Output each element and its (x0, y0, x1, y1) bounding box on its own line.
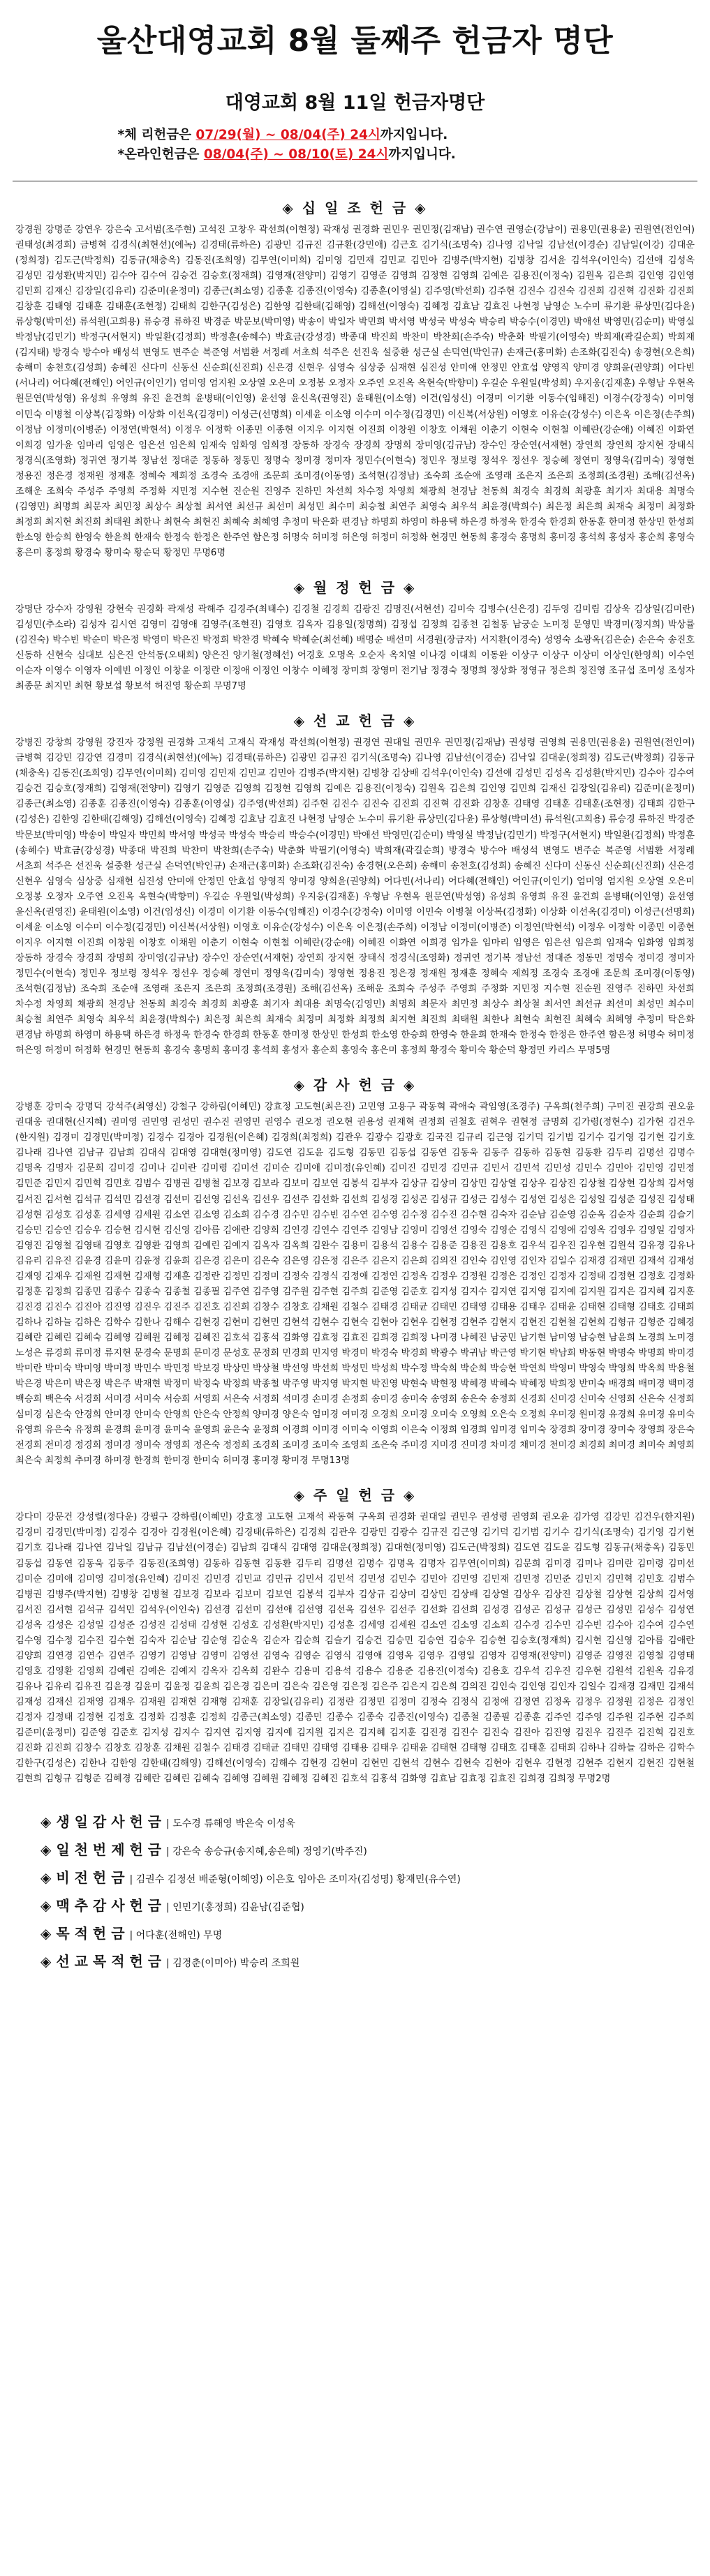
notice-line-2-suffix: 까지입니다. (388, 147, 456, 163)
notice-line-2-prefix: *온라인헌금은 (117, 147, 204, 163)
section-title-mission: ◈ 선 교 헌 금 ◈ (293, 712, 417, 730)
misc-row-birthday (40, 1808, 697, 1836)
section-mission (13, 710, 697, 1058)
section-sunday (13, 1484, 697, 1787)
section-title-thanks: ◈ 감 사 헌 금 ◈ (293, 1077, 417, 1094)
misc-names-thousand: | 강은숙 송승규(송지혜,송은혜) 정영기(박주진) (166, 1846, 367, 1858)
page-title: 울산대영교회 8월 둘째주 헌금자 명단 (96, 23, 614, 59)
section-names-sunday: 강다미 강문건 강성렬(정다운) 강필구 강하림(이혜민) 강효정 고도현 고재석 곽동혁 구옥희 권경화 권대일 권민우 권성령 권영희 권오윤 김가영 김강민 김건우(한지원) 김경미 김경민(박미정) 김경수 김경아 김경원(이은혜) 김경태(류하은) 김경희 김관우 김광민 김광수 김규진 김근영 김기덕 김기범 김기수 김기식(조명숙) 김기영 김기현 김기호 김나래 김나연 김낙일 김남규 김남선(이경순) 김남희 김대식 김대영 김대운(정희정) 김대현(정미영) 김도근(박정희) 김도연 김도윤 김도형 김동규(채충옥) 김동민 김동섭 김동연 김동욱 김동주 김동진(조희영) 김동하 김동현 김동환 김두리 김명선 김명수 김명옥 김명자 김무연(이미희) 김문희 김미경 김미나 김미란 김미령 김미선 김미순 김미애 김미영 김미정(유인혜) 김미진 김민경 김민교 김민규 김민서 김민석 김민성 김민수 김민아 김민영 김민재 김민정 김민준 김민지 김민혁 김민호 김범수 김병권 김병주(박지현) 김병창 김병철 김보경 김보라 김보미 김보연 김봉석 김부자 김상규 김상미 김상민 김상배 김상열 김상우 김상진 김상철 김상현 김상희 김서영 김서진 김서현 김석규 김석민 김석우(이인숙) 김선경 김선미 김선애 김선영 김선옥 김선우 김선주 김선화 김선희 김성경 김성곤 김성규 김성근 김성민 김성수 김성연 김성옥 김성은 김성일 김성준 김성진 김성태 김성현 김성호 김성환(박지민) 김성훈 김세영 김세원 김소연 김소영 김소희 김수경 김수민 김수빈 김수아 김수여 김수연 김수영 김수정 김수진 김수현 김숙자 김순남 김순영 김순옥 김순자 김순희 김슬기 김승건 김승민 김승연 김승우 김승현 김승호(정재희) 김시현 김신영 김아름 김애란 김양희 김연경 김연수 김연주 김영기 김영남 김영미 김영선 김영숙 김영순 김영식 김영애 김영옥 김영우 김영일 김영자 김영재(전양미) 김영준 김영진 김영철 김영태 김영호 김영환 김영희 김예린 김예은 김예지 김옥자 김옥희 김완수 김용미 김용석 김용수 김용준 김용진(이정숙) 김용호 김우석 김우진 김우현 김원석 김원옥 김유경 김유나 김유리 김유진 김윤경 김윤미 김윤정 김윤희 김은경 김은미 김은숙 김은영 김은정 김은주 김은지 김은희 김의진 김인숙 김인영 김인자 김일수 김재경 김재민 김재석 김재성 김재신 김재영 김재우 김재원 김재현 김재형 김재훈 김장일(김유리) 김정란 김정민 김정미 김정숙 김정식 김정애 김정연 김정옥 김정우 김정원 김정은 김정인 김정자 김정태 김정현 김정호 김정화 김정훈 김정희 김종근(최소영) 김종민 김종수 김종숙 김종진(이영숙) 김종철 김종필 김종훈 김주연 김주영 김주원 김주현 김주희 김준미(윤정미) 김준영 김준호 김지성 김지수 김지연 김지영 김지예 김지원 김지은 김지혜 김지훈 김진경 김진수 김진숙 김진아 김진영 김진우 김진주 김진혁 김진호 김진화 김진희 김창수 김창호 김창훈 김채원 김철수 김태경 김태균 김태민 김태영 김태용 김태우 김태윤 김태현 김태형 김태호 김태훈 김태희 김하나 김하늘 김하은 김학수 김한구(김성은) 김한나 김한영 김한태(김해영) 김해선(이영숙) 김해수 김현경 김현미 김현민 김현석 김현수 김현숙 김현아 김현우 김현정 김현주 김현지 김현진 김현철 김현희 김형규 김형준 김혜경 김혜란 김혜린 김혜숙 김혜영 김혜원 김혜정 김혜진 김호석 김홍석 김화영 김효남 김효정 김효진 김희경 김희정 무명2명 (15, 1512, 695, 1785)
section-names-thanks: 강병훈 강미숙 강명덕 강석주(최영신) 강철구 강하림(이혜민) 강효정 고도현(최은진) 고민영 고용구 곽동혁 곽애숙 곽임영(조경주) 구옥희(천주희) 구미진 권강희 권오윤 권대웅 권대현(신지혜) 권미영 권민영 권성민 권수진 권영민 권영수 권오정 권오현 권용성 권재혁 권정희 권철호 권혁우 권현정 금명희 김가령(정현수) 김가현 김건우(한지원) 김경미 김경민(박미정) 김경수 김경아 김경원(이은혜) 김경희(최정희) 김관우 김광수 김광호 김국진 김규리 김근영 김기덕 김기범 김기수 김기영 김기현 김기호 김나래 김나연 김남규 김남희 김대식 김대영 김대현(정미영) 김도연 김도윤 김도형 김동민 김동섭 김동연 김동욱 김동주 김동하 김동현 김동환 김두리 김명선 김명수 김명옥 김명자 김문희 김미경 김미나 김미란 김미령 김미선 김미순 김미애 김미정(유인혜) 김미진 김민경 김민규 김민서 김민석 김민성 김민수 김민아 김민영 김민정 김민준 김민지 김민혁 김민호 김범수 김병권 김병철 김보경 김보라 김보미 김보연 김봉석 김부자 김상규 김상미 김상민 김상열 김상우 김상진 김상철 김상현 김상희 김서영 김서진 김서현 김석규 김석민 김선경 김선미 김선영 김선옥 김선우 김선주 김선화 김선희 김성경 김성곤 김성규 김성근 김성수 김성연 김성은 김성일 김성준 김성진 김성태 김성현 김성호 김성훈 김세영 김세원 김소연 김소영 김소희 김수경 김수민 김수빈 김수연 김수영 김수정 김수진 김수현 김숙자 김순남 김순영 김순옥 김순자 김순희 김슬기 김승민 김승연 김승우 김승현 김시현 김신영 김아름 김애란 김양희 김연경 김연수 김연주 김영남 김영미 김영선 김영숙 김영순 김영식 김영애 김영옥 김영우 김영일 김영자 김영진 김영철 김영태 김영호 김영환 김영희 김예린 김예지 김옥자 김옥희 김완수 김용미 김용석 김용수 김용준 김용진 김용호 김우석 김우진 김우현 김원석 김유경 김유나 김유리 김유진 김윤경 김윤미 김윤정 김윤희 김은경 김은미 김은숙 김은영 김은정 김은주 김은지 김은희 김의진 김인숙 김인영 김인자 김일수 김재경 김재민 김재석 김재성 김재영 김재우 김재원 김재현 김재형 김재훈 김정란 김정민 김정미 김정숙 김정식 김정애 김정연 김정옥 김정우 김정원 김정은 김정인 김정자 김정태 김정현 김정호 김정화 김정훈 김정희 김종민 김종수 김종숙 김종철 김종필 김주연 김주영 김주원 김주현 김주희 김준영 김준호 김지성 김지수 김지연 김지영 김지예 김지원 김지은 김지혜 김지훈 김진경 김진수 김진아 김진영 김진우 김진주 김진호 김진희 김창수 김창호 김채원 김철수 김태경 김태균 김태민 김태영 김태용 김태우 김태윤 김태현 김태형 김태호 김태희 김하나 김하늘 김하은 김학수 김한나 김해수 김현경 김현미 김현민 김현석 김현수 김현숙 김현아 김현우 김현정 김현주 김현지 김현진 김현철 김현희 김형규 김형준 김혜경 김혜란 김혜린 김혜숙 김혜영 김혜원 김혜정 김혜진 김호석 김홍석 김화영 김효정 김효진 김희경 김희정 나미경 나혜진 남궁민 남기현 남미영 남승현 남윤희 노경희 노미경 노성은 류경희 류미정 류지현 문경숙 문명희 문미경 문성호 문정희 민경희 민지영 박경미 박경숙 박경희 박광수 박귀남 박근영 박기현 박남희 박동현 박명숙 박명희 박미경 박미란 박미숙 박미영 박미정 박민수 박민정 박보경 박상민 박상철 박선영 박선희 박성민 박성희 박수정 박숙희 박순희 박승현 박연희 박영미 박영숙 박영희 박옥희 박용철 박은경 박은미 박은정 박은주 박재현 박정미 박정숙 박정희 박종철 박주영 박지영 박지현 박진영 박현숙 박현정 박혜경 박혜숙 박혜정 박희정 반미숙 배경희 배미경 백미경 백승희 백은숙 서경희 서미경 서미숙 서승희 서영희 서은숙 서정희 석미경 손미경 손정희 송미경 송미숙 송영희 송은숙 송정희 신경희 신미경 신미숙 신영희 신은숙 신정희 심미경 심은숙 안경희 안미경 안미숙 안영희 안은숙 안정희 양미경 양은숙 엄미경 여미경 오경희 오미경 오미숙 오영희 오은숙 오정희 우미경 원미경 유경희 유미경 유미숙 유영희 유은숙 유정희 윤경희 윤미경 윤미숙 윤영희 윤은숙 윤정희 이경희 이미경 이미숙 이영희 이은숙 이정희 임경희 임미경 임미숙 장경희 장미경 장미숙 장영희 장은숙 전경희 전미경 정경희 정미경 정미숙 정영희 정은숙 정정희 조경희 조미경 조미숙 조영희 조은숙 주미경 지미경 진미경 차미경 채미경 천미경 최경희 최미경 최미숙 최영희 최은숙 최정희 추미경 하미경 한경희 한미경 한미숙 허미경 홍미경 황미경 무명13명 (15, 1102, 695, 1467)
misc-names-birthday: | 도수경 류해영 박은숙 이성욱 (166, 1818, 295, 1830)
misc-label-purpose: ◈ 목 적 헌 금 (40, 1925, 125, 1942)
section-title-sunday: ◈ 주 일 헌 금 ◈ (293, 1487, 417, 1504)
notice-line-2 (118, 145, 593, 165)
notice-line-1-prefix: *체 리헌금은 (117, 127, 196, 142)
misc-names-harvest: | 인민기(홍정희) 김윤남(김준협) (166, 1902, 304, 1914)
section-monthly (13, 576, 697, 694)
section-names-monthly: 강명단 강수자 강영원 강현숙 권경화 곽재성 곽해주 김경주(최태수) 김경철 김경희 김광진 김명진(서현선) 김미숙 김병수(신은경) 김두영 김미림 김상욱 김상일(김미란) 김성민(추소라) 김성자 김시연 김영미 김영애 김영주(조현진) 김영호 김옥자 김용일(정명희) 김정섭 김정희 김종천 김철동 남궁순 노미정 문영민 박경미(정지희) 박상률(김진숙) 박수빈 박순미 박은정 박영미 박은진 박정희 박찬경 박혜숙 박혜순(최선혜) 배명순 배선미 서경원(장금자) 서지환(이경숙) 성영숙 소광옥(김은순) 손은숙 송진호 신동하 신현숙 심대보 심은진 안석동(오태희) 양은진 양기철(정혜선) 어경호 오명옥 오순자 옥치열 이나경 이대희 이동완 이상구 이상구 이상미 이상인(한영희) 이수연 이순자 이영수 이영자 이예빈 이정인 이창윤 이정란 이정애 이정인 이창수 이혜정 장미희 장영미 전기남 정경숙 정명희 정상화 정영규 정은희 정진영 조규섭 조미성 조성자 최종문 최지민 최현 황보섭 황보석 허진영 황순희 무명7명 (15, 604, 695, 692)
section-names-tithe: 강경원 강명준 강연우 강은숙 고서범(조주현) 고석진 고창우 곽선희(이현정) 곽재성 권경화 권민우 권민정(김재남) 권수연 권영순(강남이) 권용민(권용윤) 권원연(전인여) 권태성(최경희) 금병혁 김경식(최현선)(에녹) 김경태(류하은) 김광민 김규진 김규환(강민애) 김근호 김기식(조명숙) 김나영 김낙일 김남선(이경순) 김남일(이강) 김대운(정희정) 김도근(박정희) 김동규(채충옥) 김동진(조희영) 김무연(이미희) 김미영 김민재 김민교 김민아 김병주(박지현) 김병창 김서윤 김석우(이인숙) 김선애 김성옥 김성민 김성환(박지민) 김수아 김수여 김승건 김승호(정재희) 김영재(전양미) 김영기 김영준 김영희 김정현 김영희 김예은 김용진(이정숙) 김원옥 김은희 김인영 김인영 김민희 김재신 김장일(김유리) 김준미(윤정미) 김종근(최소영) 김종훈 김종진(이영숙) 김종훈(이영실) 김주영(박선희) 김주현 김진수 김진숙 김진희 김진혁 김진화 김진희 김창훈 김태영 김태훈 김태훈(조현정) 김태희 김한구(김성은) 김한영 김한태(김해영) 김해선(이영숙) 김혜정 김효남 김효진 나현정 남영순 노수미 류기환 류상민(김다윤) 류상형(박미선) 류석원(고희용) 류승경 류하진 박경준 박문보(박미영) 박송이 박일자 박민희 박서영 박성국 박성숙 박승리 박승수(이경민) 박애선 박영민(김순미) 박영실 박정남(김민기) 박정구(서현지) 박일환(김정희) 박정훈(송혜수) 박효금(강성경) 박종대 박진희 박찬미 박찬희(손주숙) 박춘화 박필기(이영숙) 박희재(곽길순희) 박희재(김지태) 방경숙 방수아 배성석 변영도 변주순 복준영 서범환 서정례 서초희 석주은 선진욱 설중환 성근실 손덕연(박인규) 손재근(홍미화) 손조화(김진숙) 송경현(오은희) 송해미 송천호(김성희) 송혜진 신다미 신동신 신순희(신진희) 신은경 신현우 심영숙 심상중 심재현 심진성 안미애 안정민 안효섭 양영직 양미경 양희윤(권양희) 어다빈(서나리) 어다혜(전해인) 어인규(이인기) 엄미영 엄지원 오상열 오은미 오정봉 오정자 오주연 오진옥 옥현숙(박향미) 우길순 우원일(박성희) 우지웅(김재훈) 우형남 우현옥 원문연(박성영) 유성희 유영희 유진 윤건희 윤병태(이인영) 윤선영 윤신옥(권영진) 윤태원(이소영) 이건(임성신) 이경미 이기환 이동수(임해진) 이경수(강정숙) 이미영 이민숙 이병철 이상복(김정화) 이상화 이선옥(김경미) 이성근(선명희) 이세윤 이소영 이수미 이수정(김경민) 이신복(서상원) 이영호 이유순(강성수) 이은옥 이은정(손주희) 이정남 이정미(이병준) 이정연(박현석) 이정우 이정학 이종민 이종현 이지우 이지현 이진희 이창원 이창호 이채원 이춘기 이현숙 이현철 이혜란(강순애) 이혜진 이화연 이희경 임가윤 임마리 임영은 임은선 임은희 임재숙 임화영 임희정 장동하 장경숙 장경희 장명희 장미영(김규남) 장수인 장순연(서재현) 장연희 장연희 장지현 장태식 정경식(조영화) 정귀연 정기복 정남선 정대준 정동하 정동민 정명숙 정미경 정미자 정민수(이현숙) 정민우 정보령 정석우 정선우 정승혜 정연미 정영욱(김미숙) 정영현 정용진 정은경 정재원 정재훈 정혜숙 제희정 조경숙 조경애 조문희 조미경(이동영) 조석현(김정남) 조숙희 조순애 조영래 조은지 조은희 조정희(조경원) 조해(김선옥) 조해운 조희숙 주성주 주영희 주정화 지민정 지수현 진순원 진영주 진하민 차선희 차수정 차영희 채광희 천경남 천동희 최경숙 최경희 최광훈 최기자 최대용 최명숙(김영민) 최명희 최문자 최민정 최상수 최상철 최서연 최선규 최선미 최성민 최수미 최승철 최연주 최영숙 최우석 최윤경(박희수) 최은정 최은희 최재숙 최정미 최정화 최정희 최지현 최진희 최태원 최한나 최현숙 최현진 최혜숙 최혜영 추정미 탁은화 편경남 하명희 하영미 하용택 하은경 하정욱 한경숙 한경희 한동훈 한미정 한상민 한성희 한소영 한승희 한영숙 한윤희 한재숙 한정숙 한정은 한주연 함은정 허명숙 허미정 허은영 허정미 허정화 현경민 현동희 홍경숙 홍명희 홍미경 홍석희 홍성자 홍순희 홍영숙 홍은미 홍정희 황경숙 황미숙 황순덕 황정민 무명6명 (15, 224, 695, 558)
misc-row-vision (40, 1864, 697, 1892)
misc-names-vision: | 김권수 김정선 배준형(이혜영) 이은호 임아은 조미자(김성명) 황재민(유수연) (129, 1874, 461, 1886)
section-title-monthly: ◈ 월 정 헌 금 ◈ (293, 578, 417, 596)
misc-row-purpose (40, 1919, 697, 1947)
misc-row-mission-purpose (40, 1947, 697, 1975)
notice-line-1 (118, 126, 593, 146)
misc-names-purpose: | 어다훈(전해인) 무명 (129, 1930, 223, 1942)
notice-box (118, 126, 593, 165)
section-tithe (13, 197, 697, 561)
notice-line-1-suffix: 까지입니다. (380, 127, 448, 142)
misc-label-vision: ◈ 비 전 헌 금 (40, 1869, 125, 1887)
misc-label-harvest: ◈ 맥 추 감 사 헌 금 (40, 1897, 162, 1915)
page-subtitle: 대영교회 8월 11일 헌금자명단 (225, 91, 485, 114)
misc-label-birthday: ◈ 생 일 감 사 헌 금 (40, 1813, 162, 1831)
misc-row-harvest (40, 1892, 697, 1919)
notice-line-1-period: 07/29(월) ~ 08/04(주) 24시 (195, 127, 380, 142)
misc-label-mission-purpose: ◈ 선 교 목 적 헌 금 (40, 1953, 162, 1970)
misc-row-thousand (40, 1836, 697, 1864)
notice-line-2-period: 08/04(주) ~ 08/10(토) 24시 (203, 147, 389, 163)
section-title-tithe: ◈ 십 일 조 헌 금 ◈ (282, 199, 428, 216)
misc-names-mission-purpose: | 김경춘(이미아) 박승리 조희원 (166, 1958, 300, 1970)
section-thanks (13, 1074, 697, 1469)
misc-label-thousand: ◈ 일 천 번 제 헌 금 (40, 1841, 162, 1859)
misc-offerings (13, 1808, 697, 1975)
section-names-mission: 강병진 강창희 강영원 강진자 강정원 권경화 고재석 고재식 곽재성 곽선희(이현정) 권경연 권대일 권민우 권민정(김재남) 권성령 권영희 권용민(권용윤) 권원연(전인여) 금병혁 김강민 김강연 김경미 김경식(최현선)(에녹) 김경태(류하은) 김광민 김규진 김기식(조명숙) 김나영 김남선(이경순) 김낙일 김대운(정희정) 김도근(박정희) 김동규(채충옥) 김동진(조희영) 김무연(이미희) 김미영 김민재 김민교 김민아 김병주(박지현) 김병창 김상배 김석우(이인숙) 김선애 김성민 김성옥 김성환(박지민) 김수아 김수여 김승건 김승호(정재희) 김영재(전양미) 김영기 김영준 김영희 김정현 김영희 김예은 김용진(이정숙) 김원옥 김은희 김인영 김민희 김재신 김장일(김유리) 김준미(윤정미) 김종근(최소영) 김종훈 김종진(이영숙) 김종훈(이영실) 김주영(박선희) 김주현 김진수 김진숙 김진희 김진혁 김진화 김창훈 김태영 김태훈 김태훈(조현정) 김태희 김한구(김성은) 김한영 김한태(김해영) 김해선(이영숙) 김혜정 김효남 김효진 나현정 남영순 노수미 류기환 류상민(김다윤) 류상형(박미선) 류석원(고희용) 류승경 류하진 박경준 박문보(박미영) 박송이 박일자 박민희 박서영 박성국 박성숙 박승리 박승수(이경민) 박애선 박영민(김순미) 박영실 박정남(김민기) 박정구(서현지) 박일환(김정희) 박정훈(송혜수) 박효금(강성경) 박종대 박진희 박찬미 박찬희(손주숙) 박춘화 박필기(이영숙) 박희재(곽길순희) 방경숙 방수아 배성석 변영도 변주순 복준영 서범환 서정례 서초희 석주은 선진욱 설중환 성근실 손덕연(박인규) 손재근(홍미화) 손조화(김진숙) 송경현(오은희) 송해미 송천호(김성희) 송혜진 신다미 신동신 신순희(신진희) 신은경 신현우 심영숙 심상중 심재현 심진성 안미애 안정민 안효섭 양영직 양미경 양희윤(권양희) 어다빈(서나리) 어다혜(전해인) 어인규(이인기) 엄미영 엄지원 오상열 오은미 오정봉 오정자 오주연 오진옥 옥현숙(박향미) 우길순 우원일(박성희) 우지웅(김재훈) 우형남 우현옥 원문연(박성영) 유성희 유영희 유진 윤건희 윤병태(이인영) 윤선영 윤신옥(권영진) 윤태원(이소영) 이건(임성신) 이경미 이기환 이동수(임해진) 이경수(강정숙) 이미영 이민숙 이병철 이상복(김정화) 이상화 이선옥(김경미) 이성근(선명희) 이세윤 이소영 이수미 이수정(김경민) 이신복(서상원) 이영호 이유순(강성수) 이은옥 이은정(손주희) 이정남 이정미(이병준) 이정연(박현석) 이정우 이정학 이종민 이종현 이지우 이지현 이진희 이창원 이창호 이채원 이춘기 이현숙 이현철 이혜란(강순애) 이혜진 이화연 이희경 임가윤 임마리 임영은 임은선 임은희 임재숙 임화영 임희정 장동하 장경숙 장경희 장명희 장미영(김규남) 장수인 장순연(서재현) 장연희 장지현 장태식 정경식(조영화) 정귀연 정기복 정남선 정대준 정동민 정명숙 정미경 정미자 정민수(이현숙) 정민우 정보령 정석우 정선우 정승혜 정연미 정영욱(김미숙) 정영현 정용진 정은경 정재원 정재훈 정혜숙 제희정 조경숙 조경애 조문희 조미경(이동영) 조석현(김정남) 조숙희 조순애 조영래 조은지 조은희 조정희(조경원) 조해(김선옥) 조해운 조희숙 주성주 주영희 주정화 지민정 지수현 진순원 진영주 진하민 차선희 차수정 차영희 채광희 천경남 천동희 최경숙 최경희 최광훈 최기자 최대용 최명숙(김영민) 최명희 최문자 최민정 최상수 최상철 최서연 최선규 최선미 최성민 최수미 최승철 최연주 최영숙 최우석 최윤경(박희수) 최은정 최은희 최재숙 최정미 최정화 최정희 최지현 최진희 최태원 최한나 최현숙 최현진 최혜숙 최혜영 추정미 탁은화 편경남 하명희 하영미 하용택 하은경 하정욱 한경숙 한경희 한동훈 한미정 한상민 한성희 한소영 한승희 한영숙 한윤희 한재숙 한정숙 한정은 한주연 함은정 허명숙 허미정 허은영 허정미 허정화 현경민 현동희 홍경숙 홍명희 홍미경 홍석희 홍성자 홍순희 홍영숙 홍은미 홍정희 황경숙 황미숙 황순덕 황정민 카리스 무명5명 (15, 737, 695, 1056)
